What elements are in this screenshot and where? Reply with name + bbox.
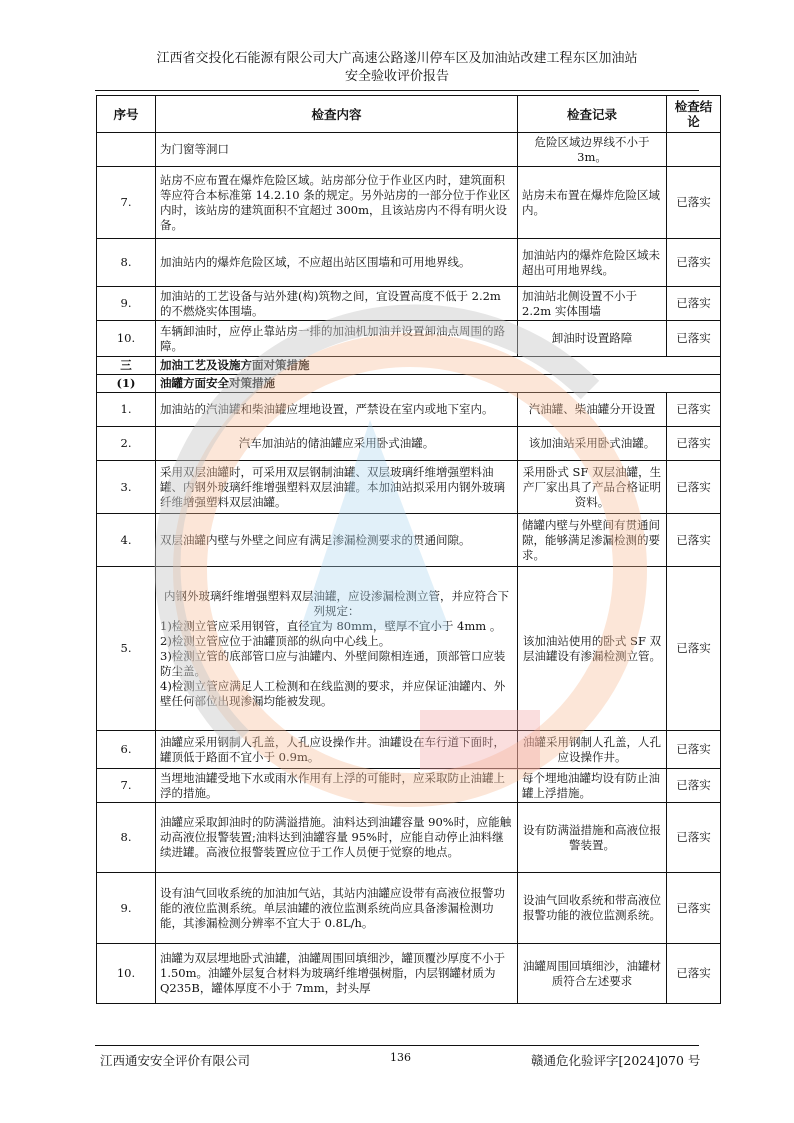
- check-record: 危险区域边界线不小于 3m。: [518, 133, 667, 167]
- footer-page-number: 136: [390, 1051, 411, 1064]
- check-record: 加油站北侧设置不小于 2.2m 实体围墙: [518, 287, 667, 321]
- footer-company: 江西通安安全评价有限公司: [100, 1053, 251, 1068]
- check-content: 双层油罐内壁与外壁之间应有满足渗漏检测要求的贯通间隙。: [156, 514, 518, 567]
- check-content: 油罐应采取卸油时的防满溢措施。油料达到油罐容量 90%时，应能触动高液位报警装置;油料达到油罐容量 95%时，应能自动停止油料继续进罐。高液位报警装置应位于工作人员便于觉察的地点。: [156, 803, 518, 873]
- check-content: 站房不应布置在爆炸危险区域。站房部分位于作业区内时，建筑面积等应符合本标准第 14.2.10 条的规定。另外站房的一部分位于作业区内时，该站房的建筑面积不宜超过 300m，且该站房内不得有明火设备。: [156, 167, 518, 239]
- section-number: 三: [97, 357, 156, 375]
- check-content: 当埋地油罐受地下水或雨水作用有上浮的可能时，应采取防止油罐上浮的措施。: [156, 769, 518, 803]
- row-number: 8.: [97, 803, 156, 873]
- section-number: (1): [97, 375, 156, 393]
- header-title-line1: 江西省交投化石能源有限公司大广高速公路遂川停车区及加油站改建工程东区加油站: [156, 51, 638, 66]
- check-content: 汽车加油站的储油罐应采用卧式油罐。: [156, 427, 518, 461]
- header-content: 检查内容: [156, 96, 518, 133]
- check-record: 储罐内壁与外壁间有贯通间隙，能够满足渗漏检测的要求。: [518, 514, 667, 567]
- check-result: 已落实: [667, 461, 721, 514]
- section-row: [97, 375, 721, 393]
- check-result: 已落实: [667, 427, 721, 461]
- check-result: 已落实: [667, 944, 721, 1004]
- row-number: 7.: [97, 769, 156, 803]
- table-row: [97, 321, 721, 357]
- check-content-line: 3)检测立管的底部管口应与油罐内、外壁间隙相连通，顶部管口应装防尘盖。: [160, 648, 506, 678]
- check-result: 已落实: [667, 393, 721, 427]
- row-number: 2.: [97, 427, 156, 461]
- row-number: 7.: [97, 167, 156, 239]
- check-result: 已落实: [667, 239, 721, 287]
- check-record: 站房未布置在爆炸危险区域内。: [518, 167, 667, 239]
- check-result: 已落实: [667, 167, 721, 239]
- row-number: 3.: [97, 461, 156, 514]
- table-row: [97, 514, 721, 567]
- check-content-line: 内钢外玻璃纤维增强塑料双层油罐，应设渗漏检测立管，并应符合下列规定：: [164, 588, 509, 618]
- footer-rule: [95, 1045, 699, 1046]
- check-record: 设有防满溢措施和高液位报警装置。: [518, 803, 667, 873]
- header-rule: [95, 90, 699, 91]
- header-no: 序号: [97, 96, 156, 133]
- check-record: 该加油站采用卧式油罐。: [518, 427, 667, 461]
- check-record: 每个埋地油罐均设有防止油罐上浮措施。: [518, 769, 667, 803]
- check-record: 卸油时设置路障: [518, 321, 667, 357]
- check-content: 加油站的汽油罐和柴油罐应埋地设置，严禁设在室内或地下室内。: [156, 393, 518, 427]
- table-row: [97, 133, 721, 167]
- check-content: 车辆卸油时，应停止靠站房一排的加油机加油并设置卸油点周围的路障。: [156, 321, 518, 357]
- check-content-line: 4)检测立管应满足人工检测和在线监测的要求，并应保证油罐内、外壁任何部位出现渗漏均能被发现。: [160, 678, 506, 708]
- table-row: [97, 287, 721, 321]
- check-result: 已落实: [667, 803, 721, 873]
- footer-doc-number: 赣通危化验评字[2024]070 号: [531, 1053, 701, 1068]
- section-row: [97, 357, 721, 375]
- row-number: 10.: [97, 944, 156, 1004]
- row-number: 5.: [97, 567, 156, 731]
- check-content: [156, 567, 518, 731]
- row-number: 8.: [97, 239, 156, 287]
- row-number: 4.: [97, 514, 156, 567]
- row-number: 10.: [97, 321, 156, 357]
- page-header: [0, 50, 794, 86]
- check-record: 该加油站使用的卧式 SF 双层油罐设有渗漏检测立管。: [518, 567, 667, 731]
- check-result: 已落实: [667, 287, 721, 321]
- table-row: [97, 769, 721, 803]
- table-row: [97, 944, 721, 1004]
- check-result: 已落实: [667, 567, 721, 731]
- check-content: 油罐应采用钢制人孔盖，人孔应设操作井。油罐设在车行道下面时，罐顶低于路面不宜小于 0.9m。: [156, 731, 518, 769]
- row-number: 6.: [97, 731, 156, 769]
- row-number: [97, 133, 156, 167]
- section-title: 油罐方面安全对策措施: [156, 375, 721, 393]
- table-row: [97, 461, 721, 514]
- table-row: [97, 427, 721, 461]
- table-row: [97, 567, 721, 731]
- table-row: [97, 239, 721, 287]
- check-content: 设有油气回收系统的加油加气站，其站内油罐应设带有高液位报警功能的液位监测系统。单层油罐的液位监测系统尚应具备渗漏检测功能，其渗漏检测分辨率不宜大于 0.8L/h。: [156, 873, 518, 944]
- check-content-line: 1)检测立管应采用钢管，直径宜为 80mm，壁厚不宜小于 4mm 。: [160, 618, 502, 633]
- section-title: 加油工艺及设施方面对策措施: [156, 357, 721, 375]
- table-row: [97, 731, 721, 769]
- header-record: 检查记录: [518, 96, 667, 133]
- check-content: 采用双层油罐时，可采用双层钢制油罐、双层玻璃纤维增强塑料油罐、内钢外玻璃纤维增强塑料双层油罐。本加油站拟采用内钢外玻璃纤维增强塑料双层油罐。: [156, 461, 518, 514]
- check-result: 已落实: [667, 321, 721, 357]
- check-result: 已落实: [667, 769, 721, 803]
- table-row: [97, 393, 721, 427]
- row-number: 9.: [97, 873, 156, 944]
- row-number: 1.: [97, 393, 156, 427]
- inspection-table: [96, 95, 721, 1004]
- check-record: 加油站内的爆炸危险区域未超出可用地界线。: [518, 239, 667, 287]
- check-content: 油罐为双层埋地卧式油罐，油罐周围回填细沙，罐顶覆沙厚度不小于 1.50m。油罐外层复合材料为玻璃纤维增强树脂，内层钢罐材质为 Q235B，罐体厚度不小于 7mm，封头厚: [156, 944, 518, 1004]
- check-content: 加油站内的爆炸危险区域，不应超出站区围墙和可用地界线。: [156, 239, 518, 287]
- header-result: 检查结论: [667, 96, 721, 133]
- row-number: 9.: [97, 287, 156, 321]
- check-record: 油罐周围回填细沙，油罐材质符合左述要求: [518, 944, 667, 1004]
- check-record: 采用卧式 SF 双层油罐，生产厂家出具了产品合格证明资料。: [518, 461, 667, 514]
- check-content: 加油站的工艺设备与站外建(构)筑物之间，宜设置高度不低于 2.2m 的不燃烧实体围墙。: [156, 287, 518, 321]
- table-row: [97, 167, 721, 239]
- table-row: [97, 873, 721, 944]
- check-record: 汽油罐、柴油罐分开设置: [518, 393, 667, 427]
- check-result: 已落实: [667, 731, 721, 769]
- check-result: [667, 133, 721, 167]
- check-result: 已落实: [667, 873, 721, 944]
- check-record: 设油气回收系统和带高液位报警功能的液位监测系统。: [518, 873, 667, 944]
- table-row: [97, 803, 721, 873]
- check-content-line: 2)检测立管应位于油罐顶部的纵向中心线上。: [160, 633, 391, 648]
- table-header-row: [97, 96, 721, 133]
- check-content: 为门窗等洞口: [156, 133, 518, 167]
- header-title-line2: 安全验收评价报告: [344, 69, 449, 84]
- check-record: 油罐采用钢制人孔盖，人孔应设操作井。: [518, 731, 667, 769]
- check-result: 已落实: [667, 514, 721, 567]
